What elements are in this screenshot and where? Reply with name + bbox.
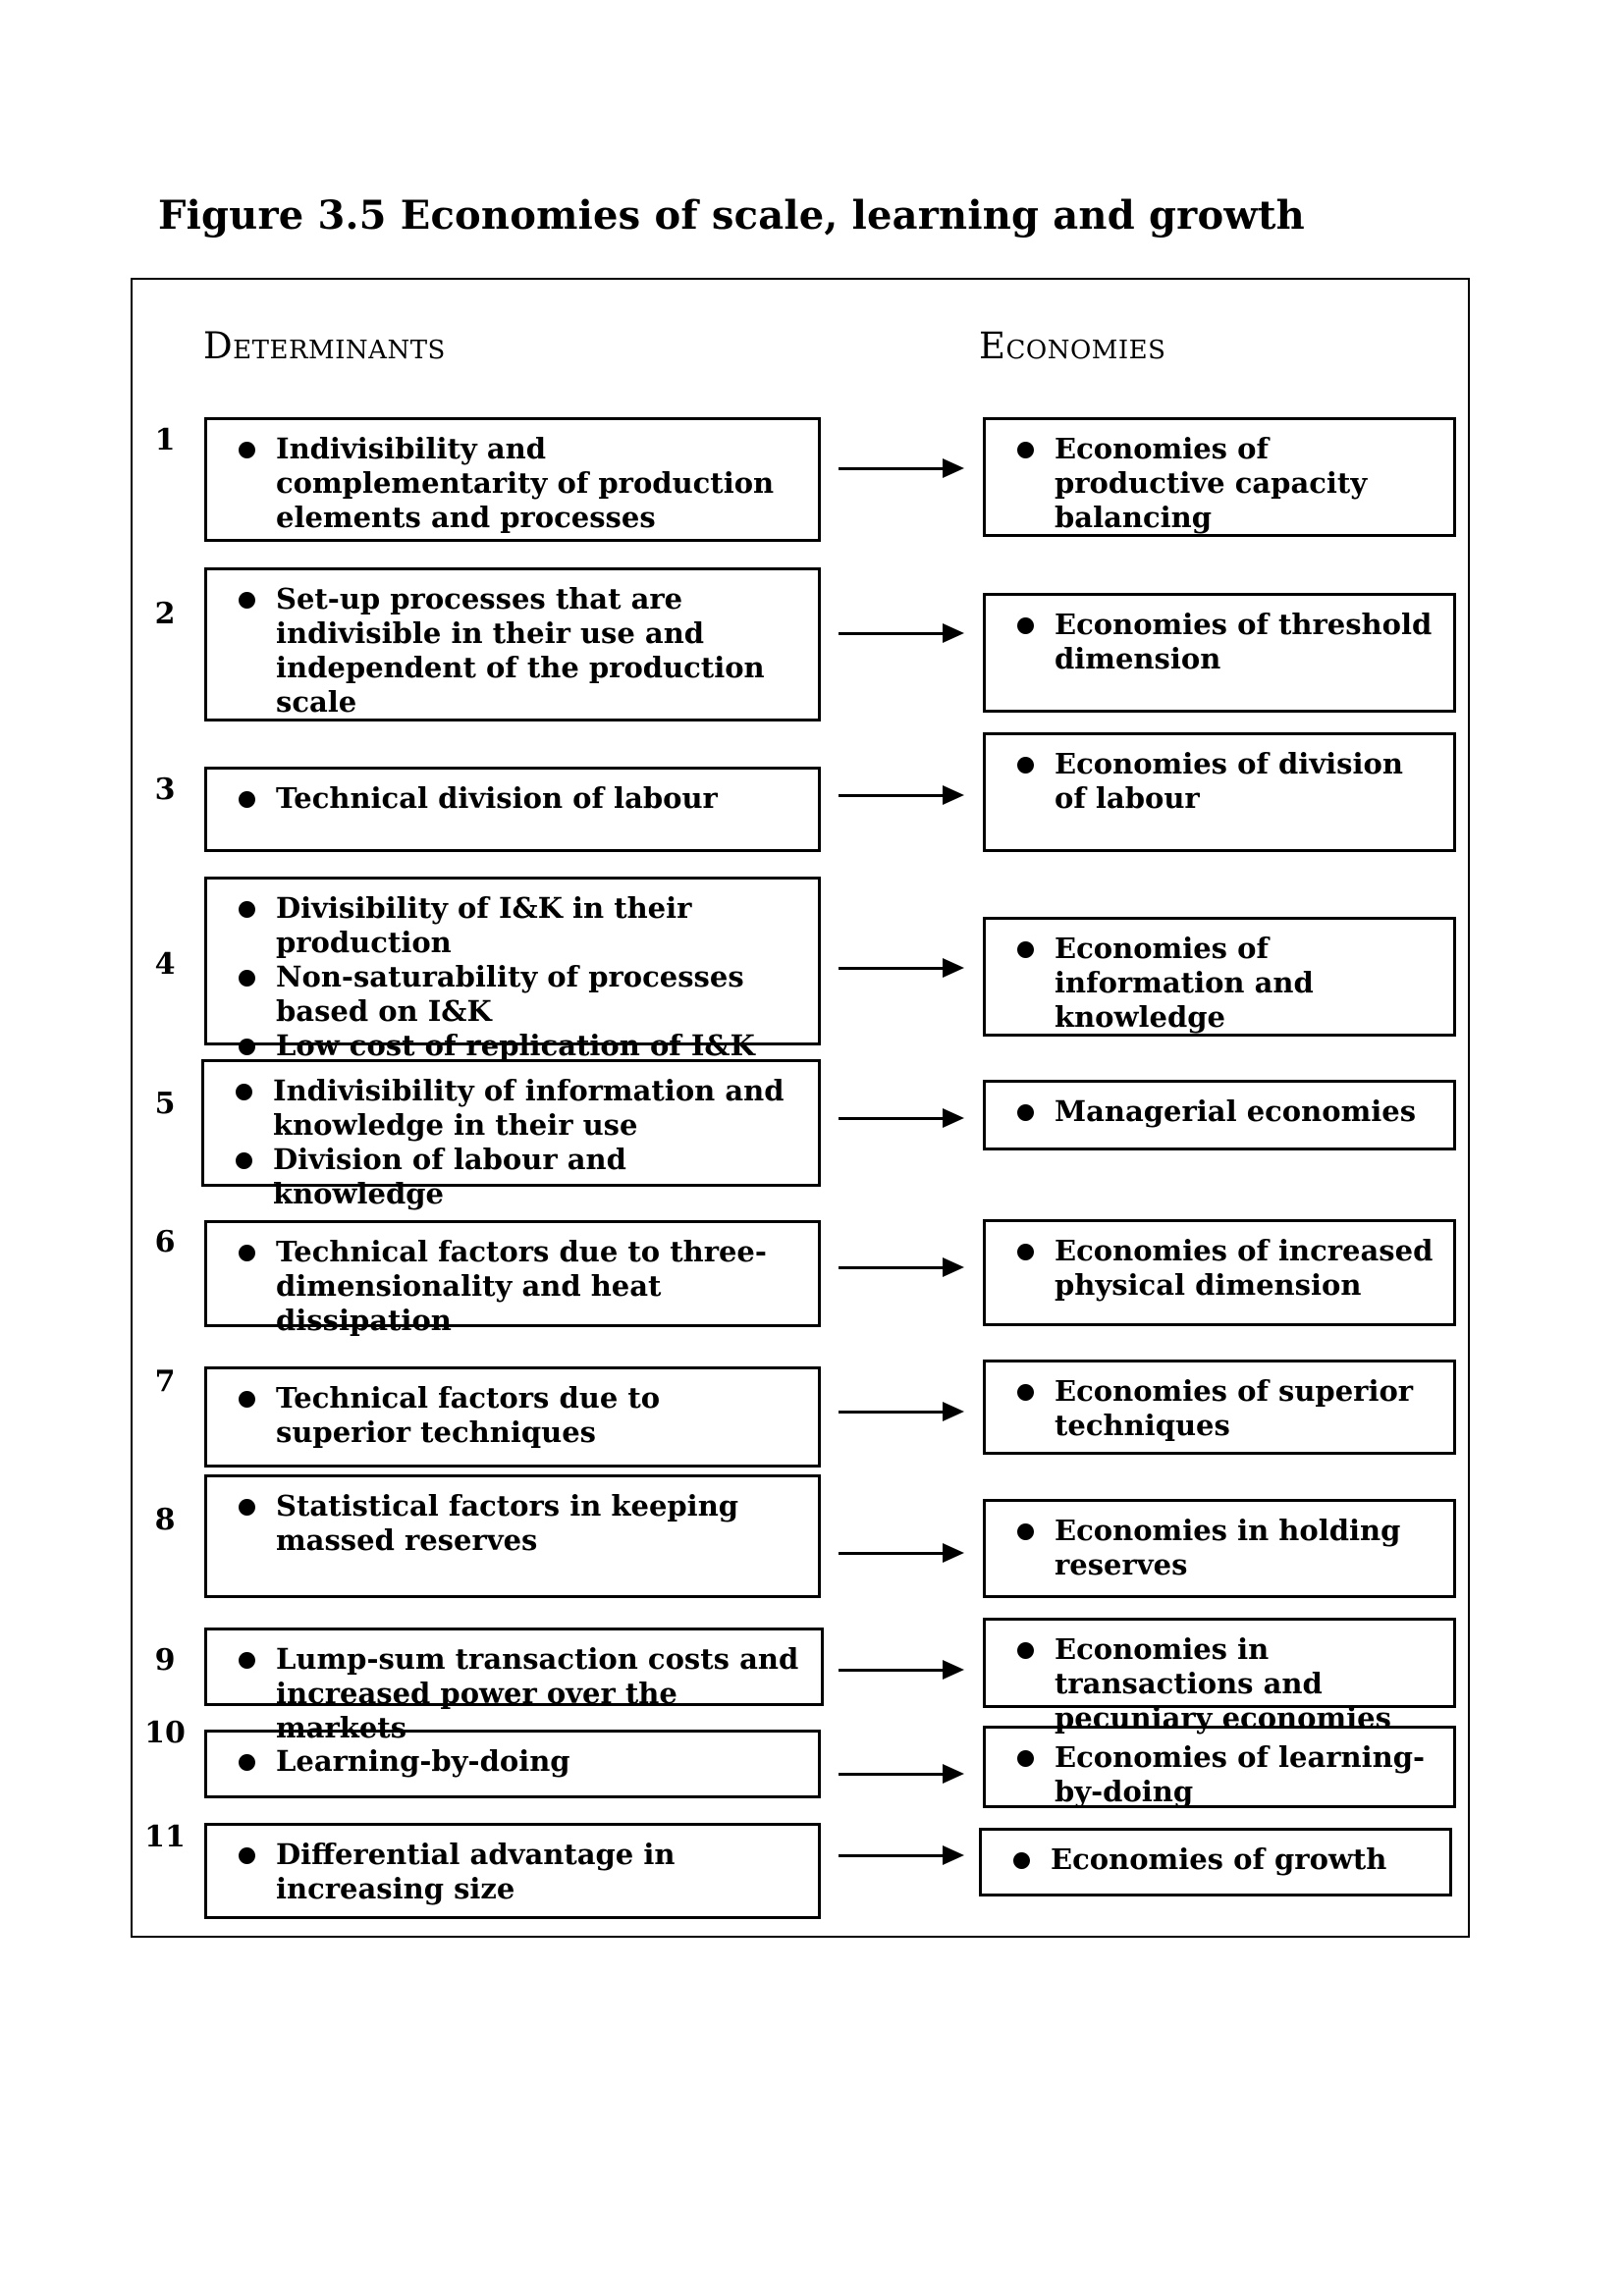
economy-item — [1007, 932, 1439, 1035]
economy-item-text: Economies of threshold dimension — [1055, 608, 1433, 675]
arrow-icon — [839, 967, 947, 970]
determinant-item-text: Technical factors due to superior techniques — [276, 1381, 661, 1449]
determinant-box-10 — [204, 1730, 821, 1798]
bullet-icon — [1017, 1523, 1034, 1540]
row-number: 5 — [154, 1087, 176, 1121]
bullet-icon — [1017, 617, 1034, 634]
economy-box-3 — [983, 732, 1456, 852]
economy-box-7 — [983, 1360, 1456, 1455]
economy-item — [1007, 1632, 1439, 1735]
determinant-box-6 — [204, 1220, 821, 1337]
economy-box-9 — [983, 1618, 1456, 1735]
arrow-icon — [839, 794, 947, 797]
determinant-item — [229, 1744, 804, 1779]
bullet-icon — [239, 592, 255, 609]
row-number: 9 — [154, 1643, 176, 1678]
determinant-item — [229, 1381, 804, 1450]
determinant-box-1 — [204, 417, 821, 542]
economy-item-text: Economies of superior techniques — [1055, 1374, 1414, 1442]
determinants-header: Determinants — [203, 325, 446, 367]
arrow-icon — [839, 1266, 947, 1269]
economy-item — [1007, 1374, 1439, 1443]
bullet-icon — [239, 1039, 255, 1055]
bullet-icon — [236, 1152, 252, 1169]
row-number: 2 — [154, 597, 176, 631]
bullet-icon — [239, 791, 255, 808]
economy-box-6 — [983, 1219, 1456, 1326]
determinant-item — [229, 1029, 804, 1063]
determinant-box-8 — [204, 1474, 821, 1598]
determinant-item-text: Low cost of replication of I&K — [276, 1029, 755, 1062]
economy-item-text: Economies of information and knowledge — [1055, 932, 1314, 1034]
arrow-icon — [839, 1773, 947, 1776]
economy-item — [1007, 1514, 1439, 1582]
determinant-item-text: Indivisibility and complementarity of production elements and processes — [276, 432, 775, 534]
bullet-icon — [1017, 1104, 1034, 1121]
economy-box-5 — [983, 1080, 1456, 1150]
row-number: 10 — [144, 1716, 186, 1750]
determinant-item — [226, 1143, 804, 1211]
economy-item-text: Economies in transactions and pecuniary economies — [1055, 1632, 1391, 1735]
bullet-icon — [239, 901, 255, 918]
bullet-icon — [239, 970, 255, 987]
arrow-icon — [839, 467, 947, 470]
determinant-item — [229, 781, 804, 816]
arrow-icon — [839, 1117, 947, 1120]
determinant-item-text: Learning-by-doing — [276, 1744, 570, 1778]
determinant-item-text: Technical factors due to three-dimensionality and heat dissipation — [276, 1235, 767, 1337]
bullet-icon — [239, 1499, 255, 1516]
determinant-box-2 — [204, 567, 821, 721]
bullet-icon — [1017, 757, 1034, 774]
economy-item — [1003, 1842, 1435, 1877]
determinant-item-text: Indivisibility of information and knowledge in their use — [273, 1074, 785, 1142]
determinant-item-text: Technical division of labour — [276, 781, 718, 815]
row-number: 1 — [154, 423, 176, 457]
economy-item — [1007, 608, 1439, 676]
determinant-box-5 — [201, 1059, 821, 1210]
determinant-item — [229, 891, 804, 960]
economy-item-text: Economies of growth — [1051, 1842, 1387, 1876]
determinant-item-text: Division of labour and knowledge — [273, 1143, 626, 1210]
economies-header: Economies — [979, 325, 1166, 367]
economy-box-1 — [983, 417, 1456, 537]
determinant-item — [229, 1489, 804, 1558]
row-number: 8 — [154, 1503, 176, 1537]
economy-item-text: Economies of learning-by-doing — [1055, 1740, 1426, 1808]
determinant-box-7 — [204, 1366, 821, 1468]
arrow-icon — [839, 1552, 947, 1555]
determinant-item-text: Set-up processes that are indivisible in their use and independent of the production scale — [276, 582, 765, 719]
determinant-item-text: Non-saturability of processes based on I&K — [276, 960, 744, 1028]
determinant-item — [229, 960, 804, 1029]
arrow-icon — [839, 1854, 947, 1857]
economy-item — [1007, 1234, 1439, 1303]
bullet-icon — [1017, 1244, 1034, 1260]
bullet-icon — [1017, 1642, 1034, 1659]
arrow-icon — [839, 632, 947, 635]
economy-item — [1007, 747, 1439, 816]
bullet-icon — [239, 1847, 255, 1864]
economy-item — [1007, 432, 1439, 535]
row-number: 4 — [154, 947, 176, 982]
economy-box-11 — [979, 1828, 1452, 1896]
determinant-item — [229, 1838, 804, 1906]
row-number: 3 — [154, 773, 176, 807]
bullet-icon — [239, 1754, 255, 1771]
row-number: 11 — [144, 1820, 186, 1854]
economy-item — [1007, 1740, 1439, 1809]
economy-item-text: Economies of increased physical dimension — [1055, 1234, 1434, 1302]
bullet-icon — [239, 1652, 255, 1669]
determinant-item — [229, 432, 804, 535]
economy-item-text: Economies of productive capacity balancing — [1055, 432, 1368, 534]
bullet-icon — [239, 1245, 255, 1261]
determinant-box-3 — [204, 767, 821, 852]
arrow-icon — [839, 1411, 947, 1414]
row-number: 6 — [154, 1225, 176, 1259]
determinant-box-4 — [204, 877, 821, 1062]
row-number: 7 — [154, 1364, 176, 1399]
economy-item-text: Economies in holding reserves — [1055, 1514, 1401, 1581]
determinant-item — [229, 1235, 804, 1338]
determinant-item — [226, 1074, 804, 1143]
economy-box-4 — [983, 917, 1456, 1037]
bullet-icon — [236, 1084, 252, 1100]
economy-box-10 — [983, 1726, 1456, 1808]
determinant-item — [229, 582, 804, 720]
bullet-icon — [239, 442, 255, 458]
figure-title: Figure 3.5 Economies of scale, learning and growth — [158, 192, 1305, 239]
determinant-item-text: Lump-sum transaction costs and increased power over the markets — [276, 1642, 799, 1744]
economy-item — [1007, 1095, 1439, 1129]
economy-item-text: Managerial economies — [1055, 1095, 1417, 1128]
bullet-icon — [1017, 1750, 1034, 1767]
determinant-box-9 — [204, 1628, 824, 1744]
economy-box-8 — [983, 1499, 1456, 1598]
bullet-icon — [1017, 442, 1034, 458]
bullet-icon — [1013, 1852, 1030, 1869]
bullet-icon — [1017, 941, 1034, 958]
economy-box-2 — [983, 593, 1456, 713]
bullet-icon — [239, 1391, 255, 1408]
determinant-item-text: Divisibility of I&K in their production — [276, 891, 692, 959]
determinant-item-text: Statistical factors in keeping massed reserves — [276, 1489, 739, 1557]
determinant-item-text: Differential advantage in increasing size — [276, 1838, 676, 1905]
arrow-icon — [839, 1669, 947, 1672]
determinant-box-11 — [204, 1823, 821, 1919]
bullet-icon — [1017, 1384, 1034, 1401]
economy-item-text: Economies of division of labour — [1055, 747, 1403, 815]
